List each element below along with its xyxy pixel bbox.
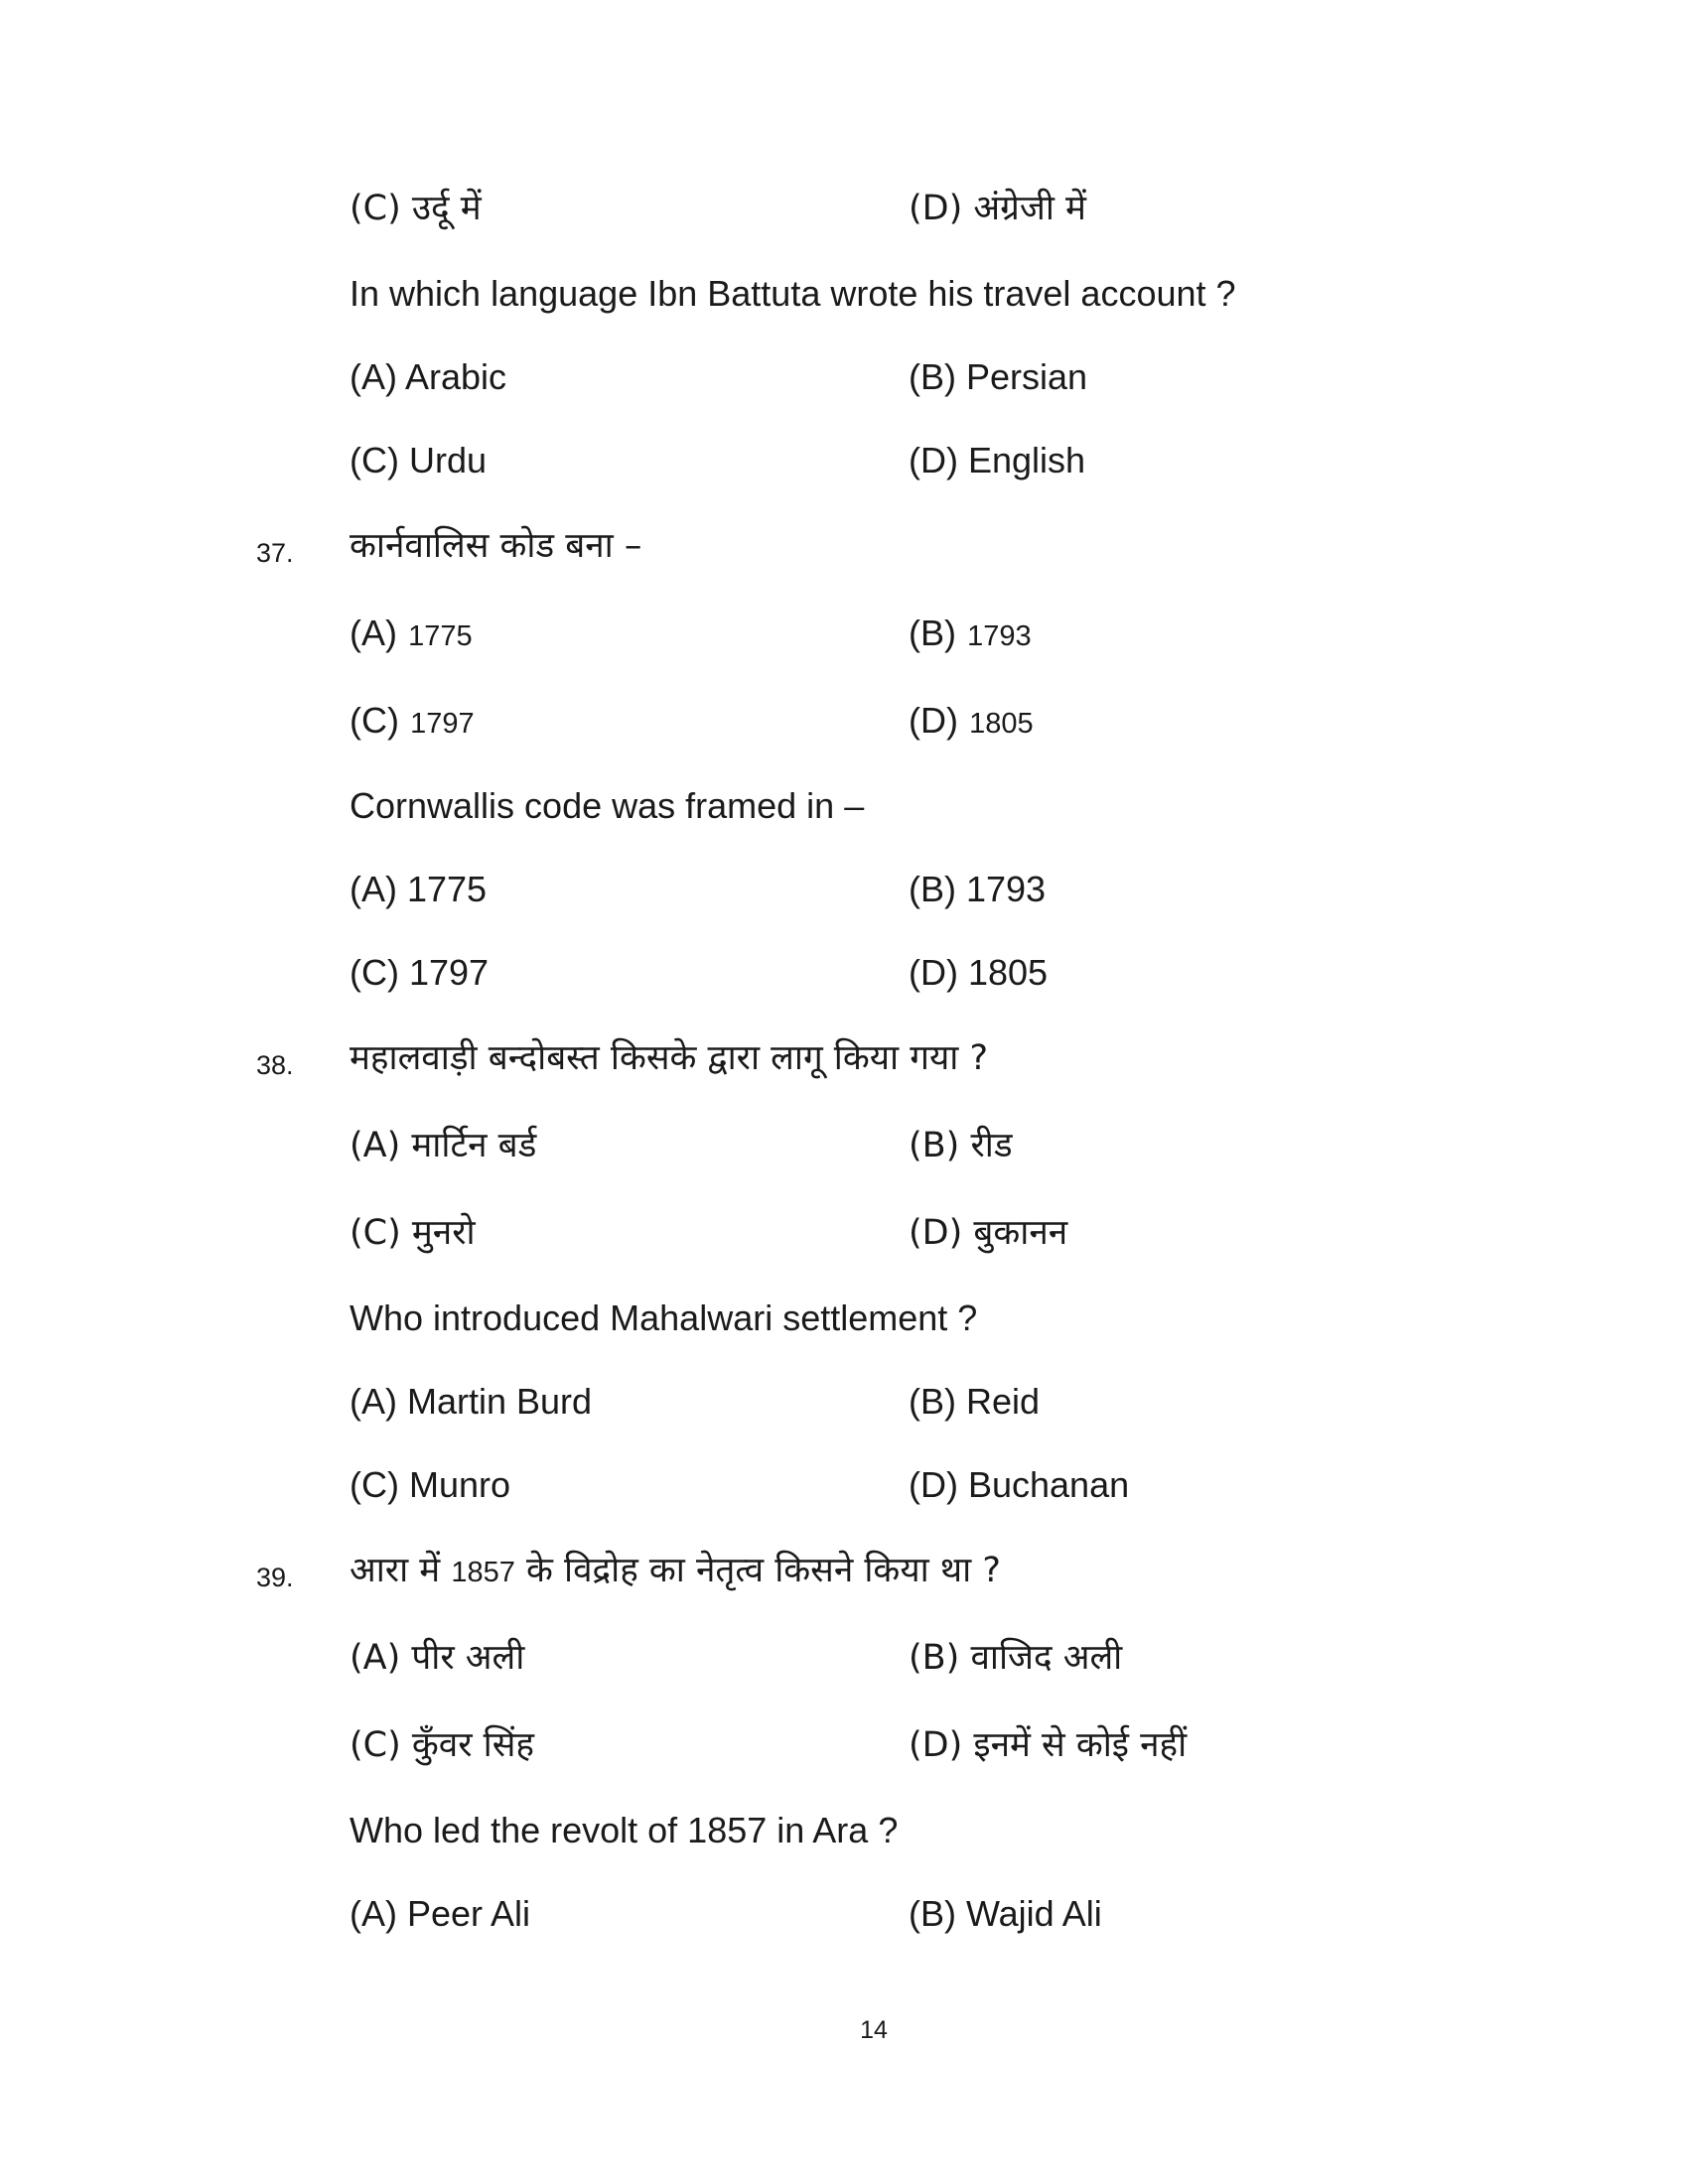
question-37-hindi: [0, 516, 1688, 576]
question-37-hindi-options-row-2: [0, 691, 1688, 751]
question-text: Cornwallis code was framed in –: [350, 785, 865, 826]
option-b: (B) Reid: [909, 1381, 1041, 1422]
option-value: 1793: [967, 620, 1032, 652]
question-38-english: [0, 1289, 1688, 1348]
option-c: (C) कुँवर सिंह: [350, 1725, 534, 1765]
option-a: [350, 604, 473, 666]
question-36-english-options-row-1: [0, 347, 1688, 407]
question-number: 38.: [256, 1050, 294, 1080]
option-d: (D) 1805: [909, 952, 1049, 993]
question-39-hindi-options-row-2: [0, 1715, 1688, 1775]
option-label: (B): [909, 613, 956, 653]
question-37-english-options-row-1: [0, 860, 1688, 919]
question-38-hindi: [0, 1028, 1688, 1088]
page-number: 14: [860, 2016, 888, 2044]
question-text: In which language Ibn Battuta wrote his travel account ?: [350, 273, 1236, 314]
option-a: (A) मार्टिन बर्ड: [350, 1126, 537, 1165]
option-b: (B) Wajid Ali: [909, 1893, 1102, 1934]
option-d: (D) इनमें से कोई नहीं: [909, 1725, 1188, 1765]
question-text: [350, 1541, 1001, 1602]
question-39-hindi: [0, 1541, 1688, 1600]
option-b: (B) वाजिद अली: [909, 1638, 1123, 1678]
question-text-part: के विद्रोह का नेतृत्व किसने किया था ?: [526, 1551, 1001, 1590]
question-37-hindi-options-row-1: [0, 604, 1688, 663]
option-c: [350, 691, 475, 753]
option-label: (C): [350, 700, 399, 741]
option-c: (C) उर्दू में: [350, 189, 482, 228]
question-39-hindi-options-row-1: [0, 1628, 1688, 1688]
option-a: (A) Martin Burd: [350, 1381, 593, 1422]
question-text: Who introduced Mahalwari settlement ?: [350, 1297, 978, 1338]
option-label: (D): [909, 700, 958, 741]
option-d: [909, 691, 1034, 753]
question-number: 37.: [256, 538, 294, 568]
option-c: (C) Urdu: [350, 440, 488, 480]
option-b: (B) 1793: [909, 869, 1047, 909]
question-36-hindi-options-row-2: [0, 179, 1688, 238]
question-36-english-options-row-2: [0, 431, 1688, 490]
question-text: महालवाड़ी बन्दोबस्त किसके द्वारा लागू किया गया ?: [350, 1038, 989, 1078]
question-text: कार्नवालिस कोड बना –: [350, 526, 642, 566]
option-label: (A): [350, 613, 397, 653]
question-year: 1857: [451, 1557, 515, 1588]
option-d: (D) अंग्रेजी में: [909, 189, 1086, 228]
option-a: (A) Arabic: [350, 356, 507, 397]
option-a: (A) पीर अली: [350, 1638, 525, 1678]
option-b: [909, 604, 1032, 666]
option-c: (C) मुनरो: [350, 1213, 476, 1253]
option-d: (D) Buchanan: [909, 1464, 1130, 1505]
question-text-part: आरा में: [350, 1551, 441, 1590]
option-value: 1797: [410, 708, 475, 740]
option-value: 1775: [408, 620, 473, 652]
question-37-english: [0, 776, 1688, 836]
option-a: (A) Peer Ali: [350, 1893, 531, 1934]
option-d: (D) बुकानन: [909, 1213, 1068, 1253]
question-text: Who led the revolt of 1857 in Ara ?: [350, 1810, 899, 1850]
question-37-english-options-row-2: [0, 943, 1688, 1003]
question-38-hindi-options-row-2: [0, 1203, 1688, 1263]
question-number: 39.: [256, 1563, 294, 1592]
option-c: (C) Munro: [350, 1464, 511, 1505]
question-39-english: [0, 1801, 1688, 1860]
option-value: 1805: [969, 708, 1034, 740]
question-38-hindi-options-row-1: [0, 1116, 1688, 1175]
question-38-english-options-row-1: [0, 1372, 1688, 1432]
option-d: (D) English: [909, 440, 1086, 480]
option-c: (C) 1797: [350, 952, 490, 993]
option-b: (B) रीड: [909, 1126, 1013, 1165]
question-36-english: [0, 264, 1688, 324]
question-38-english-options-row-2: [0, 1455, 1688, 1515]
option-b: (B) Persian: [909, 356, 1088, 397]
option-a: (A) 1775: [350, 869, 488, 909]
question-39-english-options-row-1: [0, 1884, 1688, 1944]
